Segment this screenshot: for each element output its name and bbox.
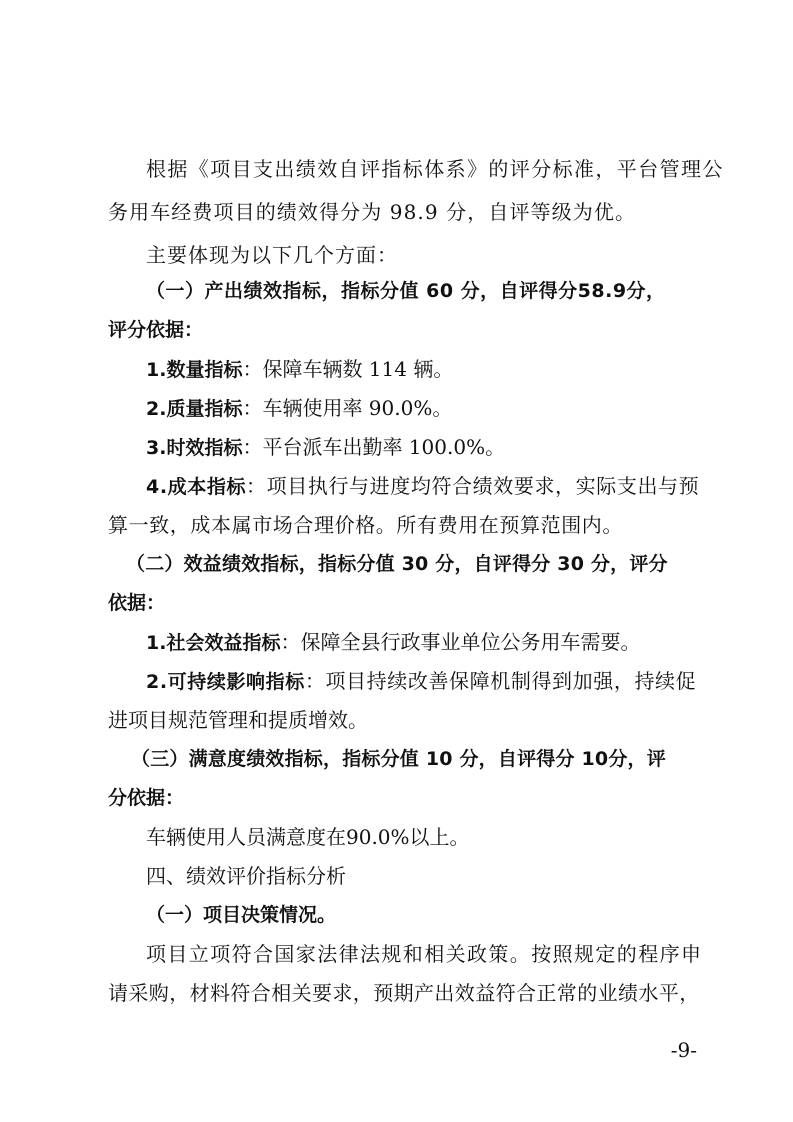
page-number: -9- (670, 1038, 697, 1062)
indicator-label: 4.成本指标 (146, 476, 247, 498)
indicator-item (0, 628, 793, 657)
indicator-label: 2.可持续影响指标 (146, 671, 305, 693)
indicator-text: ：保障车辆数 114 辆。 (242, 357, 454, 381)
indicator-label: 1.数量指标 (146, 359, 243, 381)
section-heading: （三）满意度绩效指标，指标分值 10 分，自评得分 10分，评 (131, 748, 666, 770)
indicator-item (0, 394, 793, 423)
indicator-item (0, 433, 793, 462)
section-heading: 分依据： (108, 787, 185, 809)
paragraph-line: 请采购，材料符合相关要求，预期产出效益符合正常的业绩水平， (108, 981, 700, 1005)
section-heading: （一）产出绩效指标，指标分值 60 分，自评得分58.9分， (146, 280, 666, 302)
indicator-item (0, 472, 793, 501)
paragraph-line: 根据《项目支出绩效自评指标体系》的评分标准，平台管理公 (146, 157, 724, 181)
indicator-item (0, 667, 793, 696)
chapter-heading: 四、绩效评价指标分析 (146, 864, 346, 888)
section-heading: 依据： (108, 592, 166, 614)
indicator-text: ：保障全县行政事业单位公务用车需要。 (280, 630, 641, 654)
indicator-label: 2.质量指标 (146, 398, 243, 420)
paragraph-line: 项目立项符合国家法律法规和相关政策。按照规定的程序申 (146, 942, 703, 966)
section-heading: 评分依据： (108, 319, 204, 341)
paragraph-line: 算一致，成本属市场合理价格。所有费用在预算范围内。 (108, 513, 623, 537)
indicator-item (0, 355, 793, 384)
paragraph-line: 车辆使用人员满意度在90.0%以上。 (146, 825, 470, 849)
paragraph-line: 进项目规范管理和提质增效。 (108, 708, 368, 732)
indicator-text: ：车辆使用率 90.0%。 (242, 396, 453, 420)
subsection-heading: （一）项目决策情况。 (146, 904, 337, 926)
indicator-text: ：平台派车出勤率 100.0%。 (242, 435, 506, 459)
indicator-label: 1.社会效益指标 (146, 632, 281, 654)
section-heading: （二）效益绩效指标，指标分值 30 分，自评得分 30 分，评分 (126, 553, 668, 575)
indicator-text: ：项目持续改善保障机制得到加强，持续促 (304, 669, 697, 693)
paragraph-line: 务用车经费项目的绩效得分为 98.9 分，自评等级为优。 (108, 200, 637, 224)
indicator-text: ：项目执行与进度均符合绩效要求，实际支出与预 (246, 474, 700, 498)
paragraph-line: 主要体现为以下几个方面： (146, 243, 398, 267)
indicator-label: 3.时效指标 (146, 437, 243, 459)
